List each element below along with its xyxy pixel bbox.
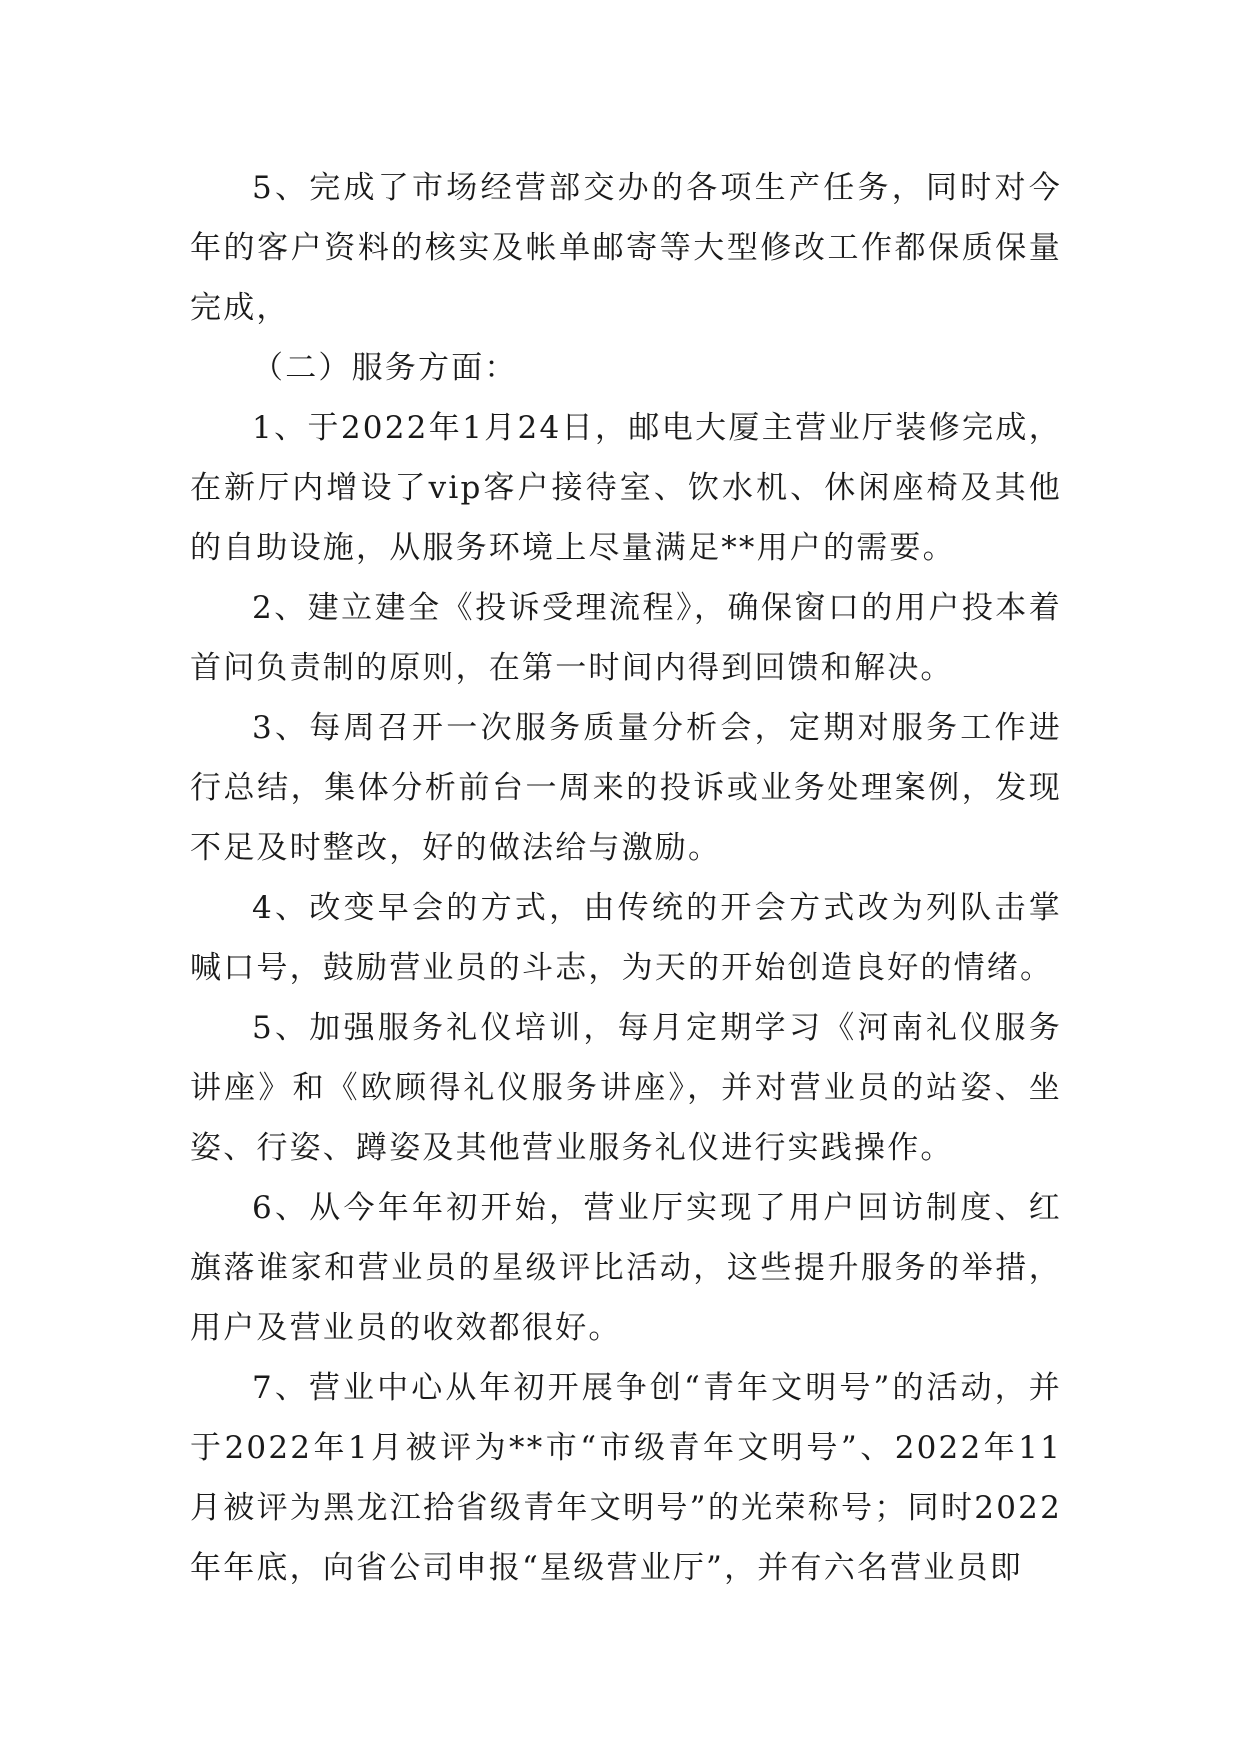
paragraph-item-1-hall-renovation: 1、于2022年1月24日，邮电大厦主营业厅装修完成，在新厅内增设了vip客户接待室、饮水机、休闲座椅及其他的自助设施，从服务环境上尽量满足**用户的需要。: [190, 410, 1062, 566]
section-heading-service: （二）服务方面：: [252, 350, 518, 386]
document-body: [190, 158, 1062, 1598]
paragraph-item-2-complaint-process: 2、建立建全《投诉受理流程》，确保窗口的用户投本着首问负责制的原则，在第一时间内得到回馈和解决。: [190, 590, 1062, 686]
paragraph-item-7-youth-civilization: 7、营业中心从年初开展争创“青年文明号”的活动，并于2022年1月被评为**市“市级青年文明号”、2022年11月被评为黑龙江拾省级青年文明号”的光荣称号；同时2022年年底，向省公司申报“星级营业厅”，并有六名营业员即: [190, 1370, 1062, 1586]
paragraph-item-5-etiquette-training: 5、加强服务礼仪培训，每月定期学习《河南礼仪服务讲座》和《欧顾得礼仪服务讲座》，并对营业员的站姿、坐姿、行姿、蹲姿及其他营业服务礼仪进行实践操作。: [190, 1010, 1062, 1166]
paragraph-item-6-customer-followup: 6、从今年年初开始，营业厅实现了用户回访制度、红旗落谁家和营业员的星级评比活动，这些提升服务的举措，用户及营业员的收效都很好。: [190, 1190, 1062, 1346]
paragraph-item-5-production-tasks: 5、完成了市场经营部交办的各项生产任务，同时对今年的客户资料的核实及帐单邮寄等大型修改工作都保质保量完成，: [190, 170, 1062, 326]
paragraph-item-4-morning-meeting: 4、改变早会的方式，由传统的开会方式改为列队击掌喊口号，鼓励营业员的斗志，为天的开始创造良好的情绪。: [190, 890, 1062, 986]
paragraph-item-3-quality-meeting: 3、每周召开一次服务质量分析会，定期对服务工作进行总结，集体分析前台一周来的投诉或业务处理案例，发现不足及时整改，好的做法给与激励。: [190, 710, 1062, 866]
